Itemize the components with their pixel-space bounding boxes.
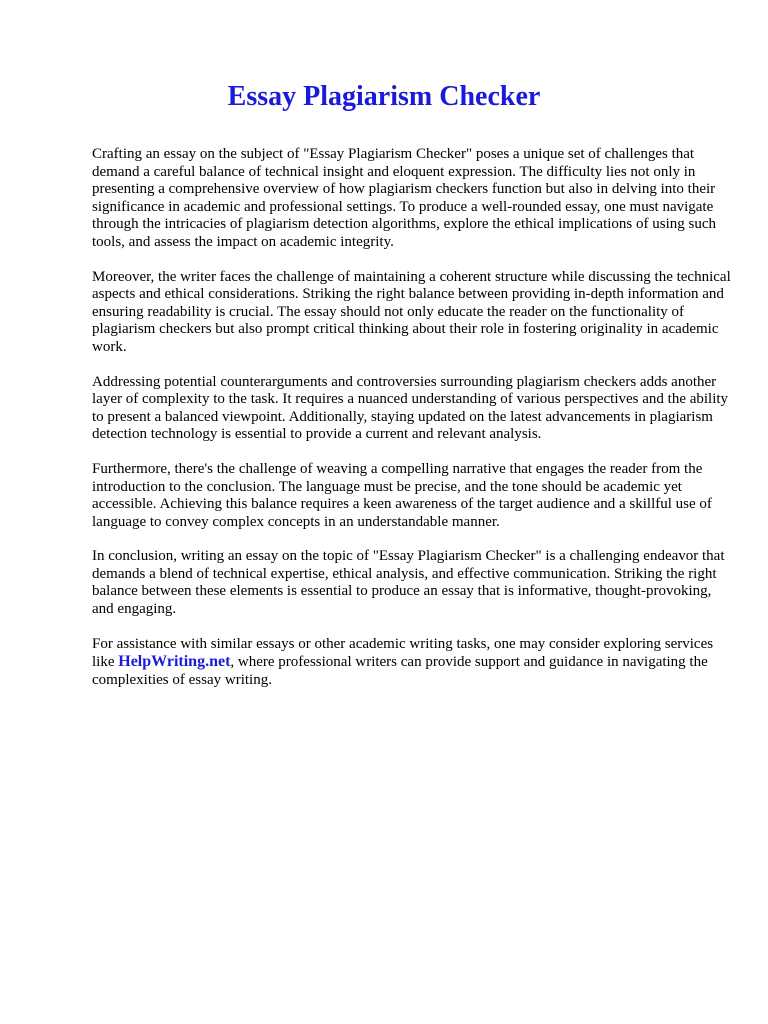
closing-text-after-link: , where professional writers can provide support and guidance in navigating the complexities of essay writing. bbox=[92, 654, 708, 688]
page-title: Essay Plagiarism Checker bbox=[227, 81, 541, 112]
paragraph-4: Furthermore, there's the challenge of weaving a compelling narrative that engages the reader from the introduction to the conclusion. The language must be precise, and the tone should be academic yet accessible. Achieving this balance requires a keen awareness of the target audience and a skillful use of language to convey complex concepts in an understandable manner. bbox=[92, 460, 712, 530]
document-body bbox=[92, 146, 732, 706]
closing-paragraph bbox=[92, 636, 732, 690]
paragraph-3: Addressing potential counterarguments and controversies surrounding plagiarism checkers adds another layer of complexity to the task. It requires a nuanced understanding of various perspectives and the ability to present a balanced viewpoint. Additionally, staying updated on the latest advancements in plagiarism detection technology is essential to provide a current and relevant analysis. bbox=[92, 373, 729, 443]
paragraph-2: Moreover, the writer faces the challenge of maintaining a coherent structure while discussing the technical aspects and ethical considerations. Striking the right balance between providing in-depth information and ensuring readability is crucial. The essay should not only educate the reader on the functionality of plagiarism checkers but also prompt critical thinking about their role in fostering originality in academic work. bbox=[92, 268, 731, 355]
helpwriting-link[interactable]: HelpWriting.net bbox=[118, 653, 231, 671]
closing-text-before-link: For assistance with similar essays or other academic writing tasks, one may consider exploring services like bbox=[92, 635, 714, 671]
paragraph-5: In conclusion, writing an essay on the topic of "Essay Plagiarism Checker" is a challenging endeavor that demands a blend of technical expertise, ethical analysis, and effective communication. Striking the right balance between these elements is essential to produce an essay that is informative, thought-provoking, and engaging. bbox=[92, 548, 725, 618]
paragraph-1: Crafting an essay on the subject of "Essay Plagiarism Checker" poses a unique set of challenges that demand a careful balance of technical insight and eloquent expression. The difficulty lies not only in presenting a comprehensive overview of how plagiarism checkers function but also in delving into their significance in academic and professional settings. To produce a well-rounded essay, one must navigate through the intricacies of plagiarism detection algorithms, explore the ethical implications of using such tools, and assess the impact on academic integrity. bbox=[92, 146, 717, 250]
